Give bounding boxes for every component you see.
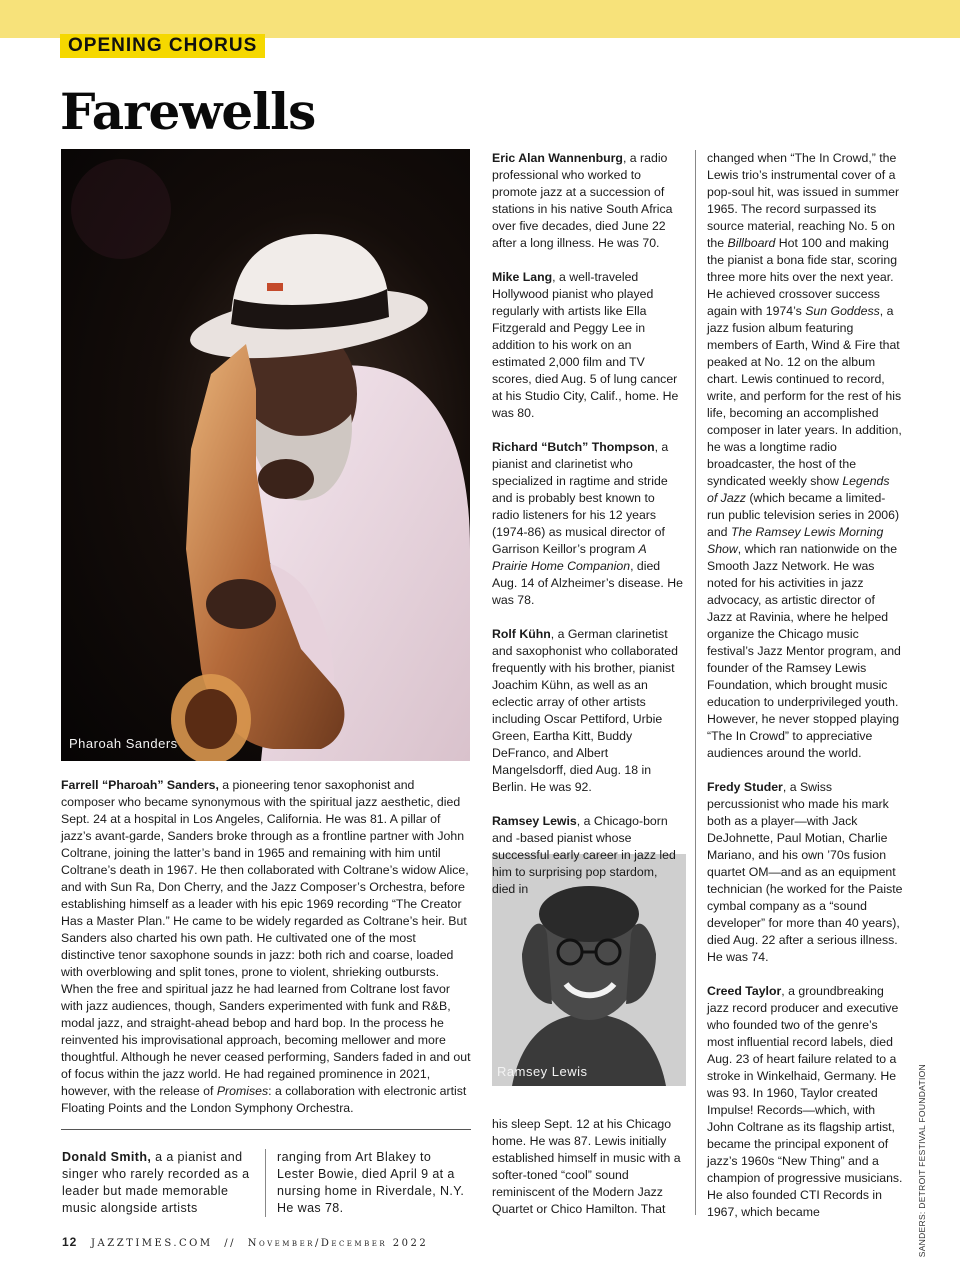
obit-name: Richard “Butch” Thompson bbox=[492, 440, 655, 454]
photo-pharoah-sanders bbox=[61, 149, 470, 761]
obituary-creed-taylor: Creed Taylor, a groundbreaking jazz record producer and executive who founded two of the genre’s most influential record labels, died Aug. 23 of heart failure related to a stroke in Winkelhaid, Germany. He was 93. In 1960, Taylor created Impulse! Records—which, with John Coltrane as its flagship artist, became the principal exponent of jazz’s 1960s “New Thing” and a champion of progressive musicians. He also founded CTI Records in 1967, which became bbox=[707, 984, 903, 1219]
obit-name: Ramsey Lewis bbox=[492, 814, 577, 828]
photo-credit: SANDERS: DETROIT FESTIVAL FOUNDATION bbox=[917, 1064, 927, 1258]
obit-name: Fredy Studer bbox=[707, 780, 783, 794]
obituary-wannenburg: Eric Alan Wannenburg, a radio professional who worked to promote jazz at a succession of stations in his native South Africa over five decades, died June 22 after a long illness. He was 70. bbox=[492, 151, 673, 250]
obituary-donald-smith: Donald Smith, a a pianist and singer who rarely recorded as a leader but made memorable music alongside artists bbox=[62, 1150, 250, 1215]
divider-rule bbox=[61, 1129, 471, 1130]
column-middle bbox=[492, 150, 684, 898]
obituary-ramsey-lewis: Ramsey Lewis, a Chicago-born and -based pianist whose successful early career in jazz led him to surprising pop stardom, died in bbox=[492, 814, 676, 896]
obituary-donald-smith-continued: ranging from Art Blakey to Lester Bowie, died April 9 at a nursing home in Riverdale, N.Y. He was 78. bbox=[277, 1150, 465, 1215]
obituary-ramsey-lewis-continued: his sleep Sept. 12 at his Chicago home. He was 87. Lewis initially established himself in music with a softer-toned “cool” sound reminiscent of the Modern Jazz Quartet or Chico Hamilton. That bbox=[492, 1117, 681, 1216]
section-tag: OPENING CHORUS bbox=[60, 34, 265, 58]
obituary-fredy-studer: Fredy Studer, a Swiss percussionist who made his mark both as a player—with Jack DeJohnette, Paul Motian, Charlie Mariano, and his own ’70s fusion quartet OM—and as an equipment technician (he worked for the Paiste cymbal company as a “sound developer” for more than 40 years), died Aug. 22 after a serious illness. He was 74. bbox=[707, 780, 903, 964]
obituary-mike-lang: Mike Lang, a well-traveled Hollywood pianist who played regularly with artists like Ella Fitzgerald and Peggy Lee in addition to his work on an estimated 2,000 film and TV scores, died Aug. 5 of lung cancer at his Studio City, Calif., home. He was 80. bbox=[492, 270, 679, 420]
column-right bbox=[707, 150, 903, 1221]
obituary-pharoah-sanders: Farrell “Pharoah” Sanders, a pioneering tenor saxophonist and composer who became synonymous with the spiritual jazz aesthetic, died Sept. 24 at a hospital in Los Angeles, California. He was 81. A pillar of jazz’s avant-garde, Sanders broke through as a frontline partner with John Coltrane, joining the latter’s band in 1965 and remaining with him until Coltrane’s death in 1967. He then collaborated with Coltrane’s widow Alice, and with Sun Ra, Don Cherry, and the Jazz Composer’s Orchestra, before establishing himself as a leader with his epic 1969 recording “The Creator Has a Master Plan.” He came to be widely regarded as Coltrane’s heir. But Sanders also charted his own path. He cultivated one of the most distinctive tenor saxophone sounds in jazz: both rich and coarse, loaded with overblowing and split tones, prone to violent, shrieking outbursts. When the free and spiritual jazz he had learned from Coltrane lost favor with jazz audiences, though, Sanders experimented with funk and R&B, modal jazz, and straight-ahead bebop and hard bop. In the process he reinvented his improvisational approach, becoming mellower and more thoughtful. Although he never ceased performing, Sanders faded in and out of focus within the jazz world. He had regained prominence in 2021, however, with the release of Promises: a collaboration with electronic artist Floating Points and the London Symphony Orchestra. bbox=[61, 778, 471, 1115]
page-title: Farewells bbox=[60, 82, 316, 141]
top-color-band bbox=[0, 0, 960, 38]
column-divider bbox=[695, 150, 696, 1215]
page-number: 12 bbox=[62, 1235, 78, 1249]
footer-separator: // bbox=[224, 1238, 237, 1249]
photo-caption: Ramsey Lewis bbox=[497, 1064, 588, 1079]
obituary-ramsey-lewis-continued-2: changed when “The In Crowd,” the Lewis trio’s instrumental cover of a pop-soul hit, was issued in summer 1965. The record surpassed its source material, reaching No. 5 on the Billboard Hot 100 and making the pianist a bona fide star, scoring three more hits over the next year. He achieved crossover success again with 1974’s Sun Goddess, a jazz fusion album featuring members of Earth, Wind & Fire that peaked at No. 12 on the album chart. Lewis continued to record, write, and perform for the rest of his life, becoming an accomplished composer in later years. In addition, he was a longtime radio broadcaster, the host of the syndicated weekly show Legends of Jazz (which became a limited-run public television series in 2006) and The Ramsey Lewis Morning Show, which ran nationwide on the Smooth Jazz Network. He was noted for his activities in jazz advocacy, as artistic director of Jazz at Ravinia, where he helped organize the Chicago music festival’s Jazz Mentor program, and founder of the Ramsey Lewis Foundation, which brought music education to underprivileged youth. However, he never stopped playing “The In Crowd” to appreciative audiences around the world. bbox=[707, 151, 902, 760]
sanders-illustration bbox=[61, 149, 470, 761]
photo-caption: Pharoah Sanders bbox=[69, 736, 178, 751]
issue-date: November/December 2022 bbox=[247, 1238, 429, 1249]
obituary-butch-thompson: Richard “Butch” Thompson, a pianist and clarinetist who specialized in ragtime and stride and is probably best known to radio listeners for his 12 years (1974-86) as musical director of Garrison Keillor’s program A Prairie Home Companion, died Aug. 14 of Alzheimer’s disease. He was 78. bbox=[492, 440, 683, 607]
obit-name: Farrell “Pharoah” Sanders, bbox=[61, 778, 219, 792]
obit-name: Creed Taylor bbox=[707, 984, 782, 998]
obit-name: Donald Smith, bbox=[62, 1150, 152, 1164]
obit-name: Mike Lang bbox=[492, 270, 553, 284]
obit-name: Rolf Kühn bbox=[492, 627, 551, 641]
site-name: JAZZTIMES.COM bbox=[91, 1238, 213, 1249]
column-divider bbox=[265, 1149, 266, 1217]
page-footer bbox=[62, 1235, 428, 1249]
obit-name: Eric Alan Wannenburg bbox=[492, 151, 623, 165]
obituary-rolf-kuhn: Rolf Kühn, a German clarinetist and saxophonist who collaborated frequently with his brother, pianist Joachim Kühn, as well as an eclectic array of other artists including Oscar Pettiford, Urbie Green, Eartha Kitt, Buddy DeFranco, and Albert Mangelsdorff, died Aug. 18 in Berlin. He was 92. bbox=[492, 627, 678, 794]
